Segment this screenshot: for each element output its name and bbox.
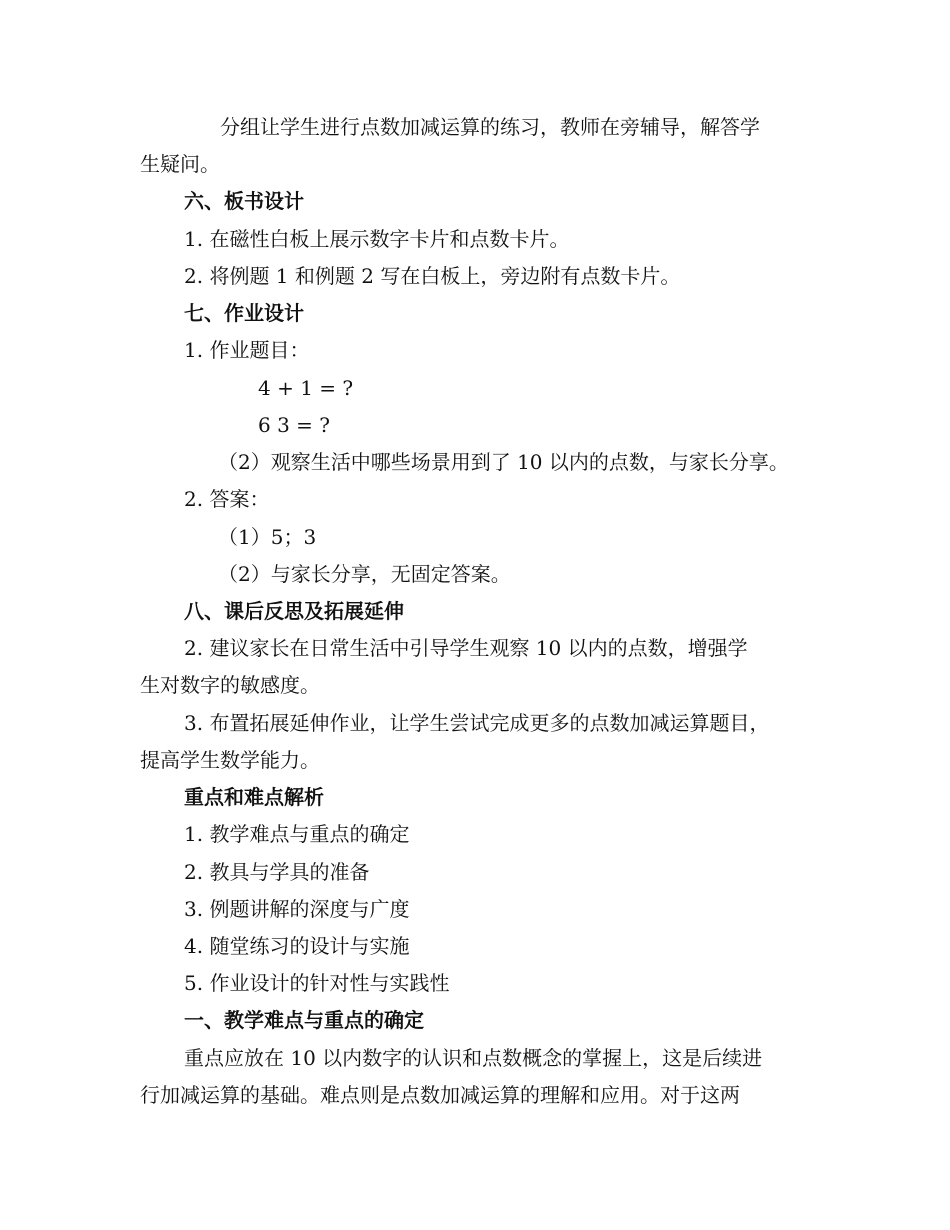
section-heading: 一、教学难点与重点的确定 bbox=[184, 1008, 424, 1032]
sub-item: （2）与家长分享，无固定答案。 bbox=[218, 562, 511, 586]
list-item: 1. 作业题目： bbox=[184, 338, 310, 362]
section-heading: 重点和难点解析 bbox=[184, 785, 324, 809]
list-item: 2. 教具与学具的准备 bbox=[184, 860, 370, 884]
list-item: 1. 教学难点与重点的确定 bbox=[184, 822, 410, 846]
section-heading: 八、课后反思及拓展延伸 bbox=[184, 599, 404, 623]
equation-line: 6 3 = ? bbox=[258, 413, 331, 437]
list-item: 1. 在磁性白板上展示数字卡片和点数卡片。 bbox=[184, 227, 570, 251]
paragraph-line: 提高学生数学能力。 bbox=[140, 748, 320, 772]
section-heading: 六、板书设计 bbox=[184, 189, 304, 213]
section-heading: 七、作业设计 bbox=[184, 301, 304, 325]
list-item: 5. 作业设计的针对性与实践性 bbox=[184, 971, 450, 995]
paragraph-line: 重点应放在 10 以内数字的认识和点数概念的掌握上，这是后续进 bbox=[184, 1046, 763, 1070]
sub-item: （1）5；3 bbox=[218, 525, 317, 549]
list-item: 2. 答案： bbox=[184, 487, 270, 511]
paragraph-line: 行加减运算的基础。难点则是点数加减运算的理解和应用。对于这两 bbox=[140, 1083, 740, 1107]
list-item: 4. 随堂练习的设计与实施 bbox=[184, 934, 410, 958]
list-item: 3. 例题讲解的深度与广度 bbox=[184, 897, 410, 921]
sub-item: （2）观察生活中哪些场景用到了 10 以内的点数，与家长分享。 bbox=[218, 450, 789, 474]
paragraph-line: 生对数字的敏感度。 bbox=[140, 673, 320, 697]
list-item: 3. 布置拓展延伸作业，让学生尝试完成更多的点数加减运算题目， bbox=[184, 711, 770, 735]
equation-line: 4 + 1 = ? bbox=[258, 376, 354, 400]
list-item: 2. 建议家长在日常生活中引导学生观察 10 以内的点数，增强学 bbox=[184, 636, 748, 660]
list-item: 2. 将例题 1 和例题 2 写在白板上，旁边附有点数卡片。 bbox=[184, 264, 681, 288]
paragraph-line: 分组让学生进行点数加减运算的练习，教师在旁辅导，解答学 bbox=[220, 115, 760, 139]
paragraph-line: 生疑问。 bbox=[140, 152, 220, 176]
